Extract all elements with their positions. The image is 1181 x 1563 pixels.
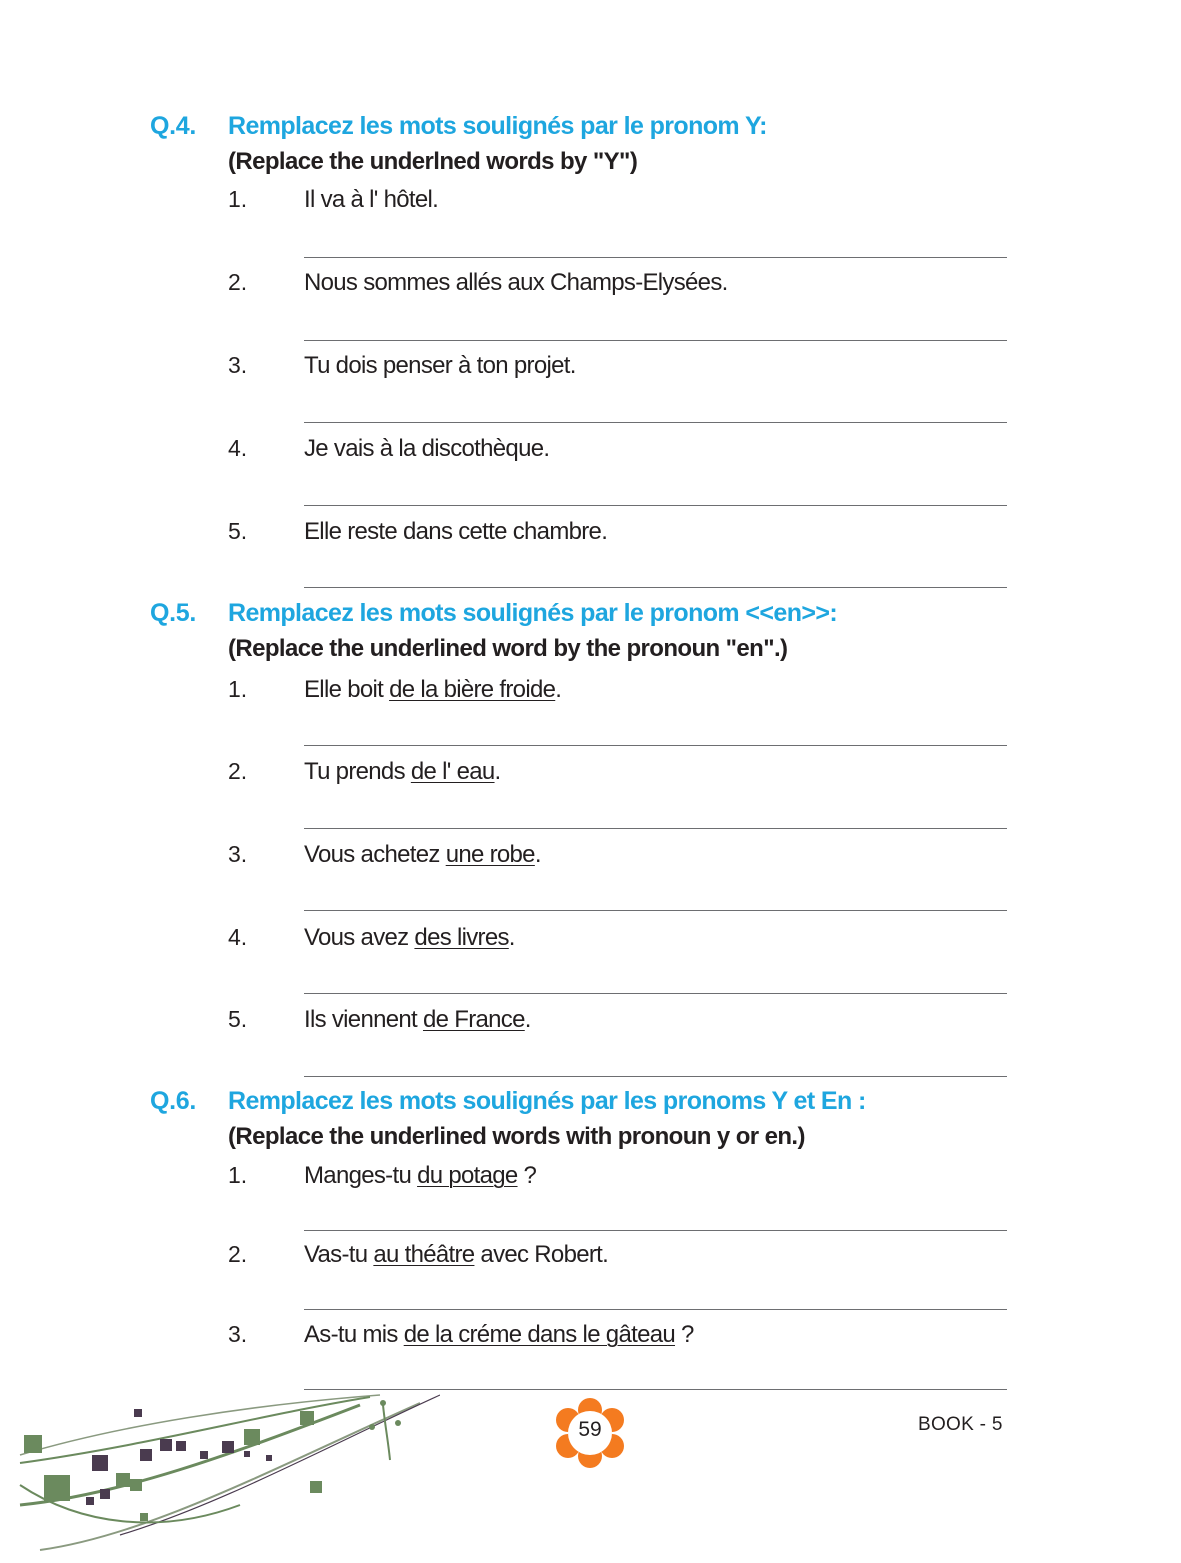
exercise-item: [228, 841, 1008, 871]
answer-line[interactable]: [304, 745, 1007, 746]
answer-line[interactable]: [304, 828, 1007, 829]
underlined-words: de l' eau: [410, 758, 495, 785]
item-sentence: Je vais à la discothèque.: [304, 435, 550, 462]
exercise-item: [228, 1241, 1008, 1271]
underlined-words: au théâtre: [373, 1241, 475, 1268]
underlined-words: de France: [422, 1006, 525, 1033]
exercise-item: [228, 435, 1008, 465]
item-number: 3.: [228, 352, 248, 378]
item-sentence: Manges-tu du potage ?: [304, 1162, 537, 1189]
answer-line[interactable]: [304, 587, 1007, 588]
item-number: 3.: [228, 841, 248, 867]
question-title: Remplacez les mots soulignés par le pronom <<en>>:: [228, 599, 838, 627]
answer-line[interactable]: [304, 1076, 1007, 1077]
item-sentence: Elle reste dans cette chambre.: [304, 518, 608, 545]
item-sentence: Vas-tu au théâtre avec Robert.: [304, 1241, 609, 1268]
answer-line[interactable]: [304, 422, 1007, 423]
answer-line[interactable]: [304, 505, 1007, 506]
exercise-item: [228, 758, 1008, 788]
answer-line[interactable]: [304, 993, 1007, 994]
question-title: Remplacez les mots soulignés par les pronoms Y et En :: [228, 1087, 866, 1115]
book-label: BOOK - 5: [918, 1414, 1003, 1435]
exercise-item: [228, 518, 1008, 548]
exercise-item: [228, 1162, 1008, 1192]
item-sentence: As-tu mis de la créme dans le gâteau ?: [304, 1321, 694, 1348]
item-sentence: Elle boit de la bière froide.: [304, 676, 562, 703]
page-number: 59: [578, 1418, 602, 1441]
question-subtitle: (Replace the underlned words by "Y"): [228, 148, 638, 175]
exercise-item: [228, 676, 1008, 706]
decorative-swirl-ornament: [0, 1385, 440, 1563]
item-number: 5.: [228, 518, 248, 544]
item-sentence: Tu dois penser à ton projet.: [304, 352, 576, 379]
item-sentence: Vous avez des livres.: [304, 924, 515, 951]
answer-line[interactable]: [304, 257, 1007, 258]
item-number: 1.: [228, 1162, 248, 1188]
item-sentence: Vous achetez une robe.: [304, 841, 541, 868]
answer-line[interactable]: [304, 1230, 1007, 1231]
exercise-item: [228, 1321, 1008, 1351]
answer-line[interactable]: [304, 340, 1007, 341]
question-subtitle: (Replace the underlined words with pronoun y or en.): [228, 1123, 805, 1150]
underlined-words: du potage: [417, 1162, 518, 1189]
underlined-words: de la bière froide: [389, 676, 556, 703]
item-number: 2.: [228, 269, 248, 295]
question-number: Q.6.: [150, 1087, 197, 1115]
item-sentence: Nous sommes allés aux Champs-Elysées.: [304, 269, 728, 296]
question-number: Q.4.: [150, 112, 197, 140]
item-number: 2.: [228, 1241, 248, 1267]
exercise-item: [228, 352, 1008, 382]
question-number: Q.5.: [150, 599, 197, 627]
item-number: 1.: [228, 676, 248, 702]
item-number: 4.: [228, 435, 248, 461]
exercise-item: [228, 924, 1008, 954]
item-number: 2.: [228, 758, 248, 784]
question-title: Remplacez les mots soulignés par le pronom Y:: [228, 112, 767, 140]
exercise-item: [228, 186, 1008, 216]
item-sentence: Ils viennent de France.: [304, 1006, 531, 1033]
item-number: 1.: [228, 186, 248, 212]
item-sentence: Il va à l' hôtel.: [304, 186, 439, 213]
question-subtitle: (Replace the underlined word by the pronoun "en".): [228, 635, 788, 662]
item-number: 5.: [228, 1006, 248, 1032]
underlined-words: une robe: [445, 841, 535, 868]
item-number: 4.: [228, 924, 248, 950]
item-number: 3.: [228, 1321, 248, 1347]
answer-line[interactable]: [304, 1309, 1007, 1310]
exercise-item: [228, 1006, 1008, 1036]
underlined-words: des livres: [414, 924, 509, 951]
underlined-words: de la créme dans le gâteau: [403, 1321, 676, 1348]
exercise-item: [228, 269, 1008, 299]
answer-line[interactable]: [304, 910, 1007, 911]
item-sentence: Tu prends de l' eau.: [304, 758, 501, 785]
